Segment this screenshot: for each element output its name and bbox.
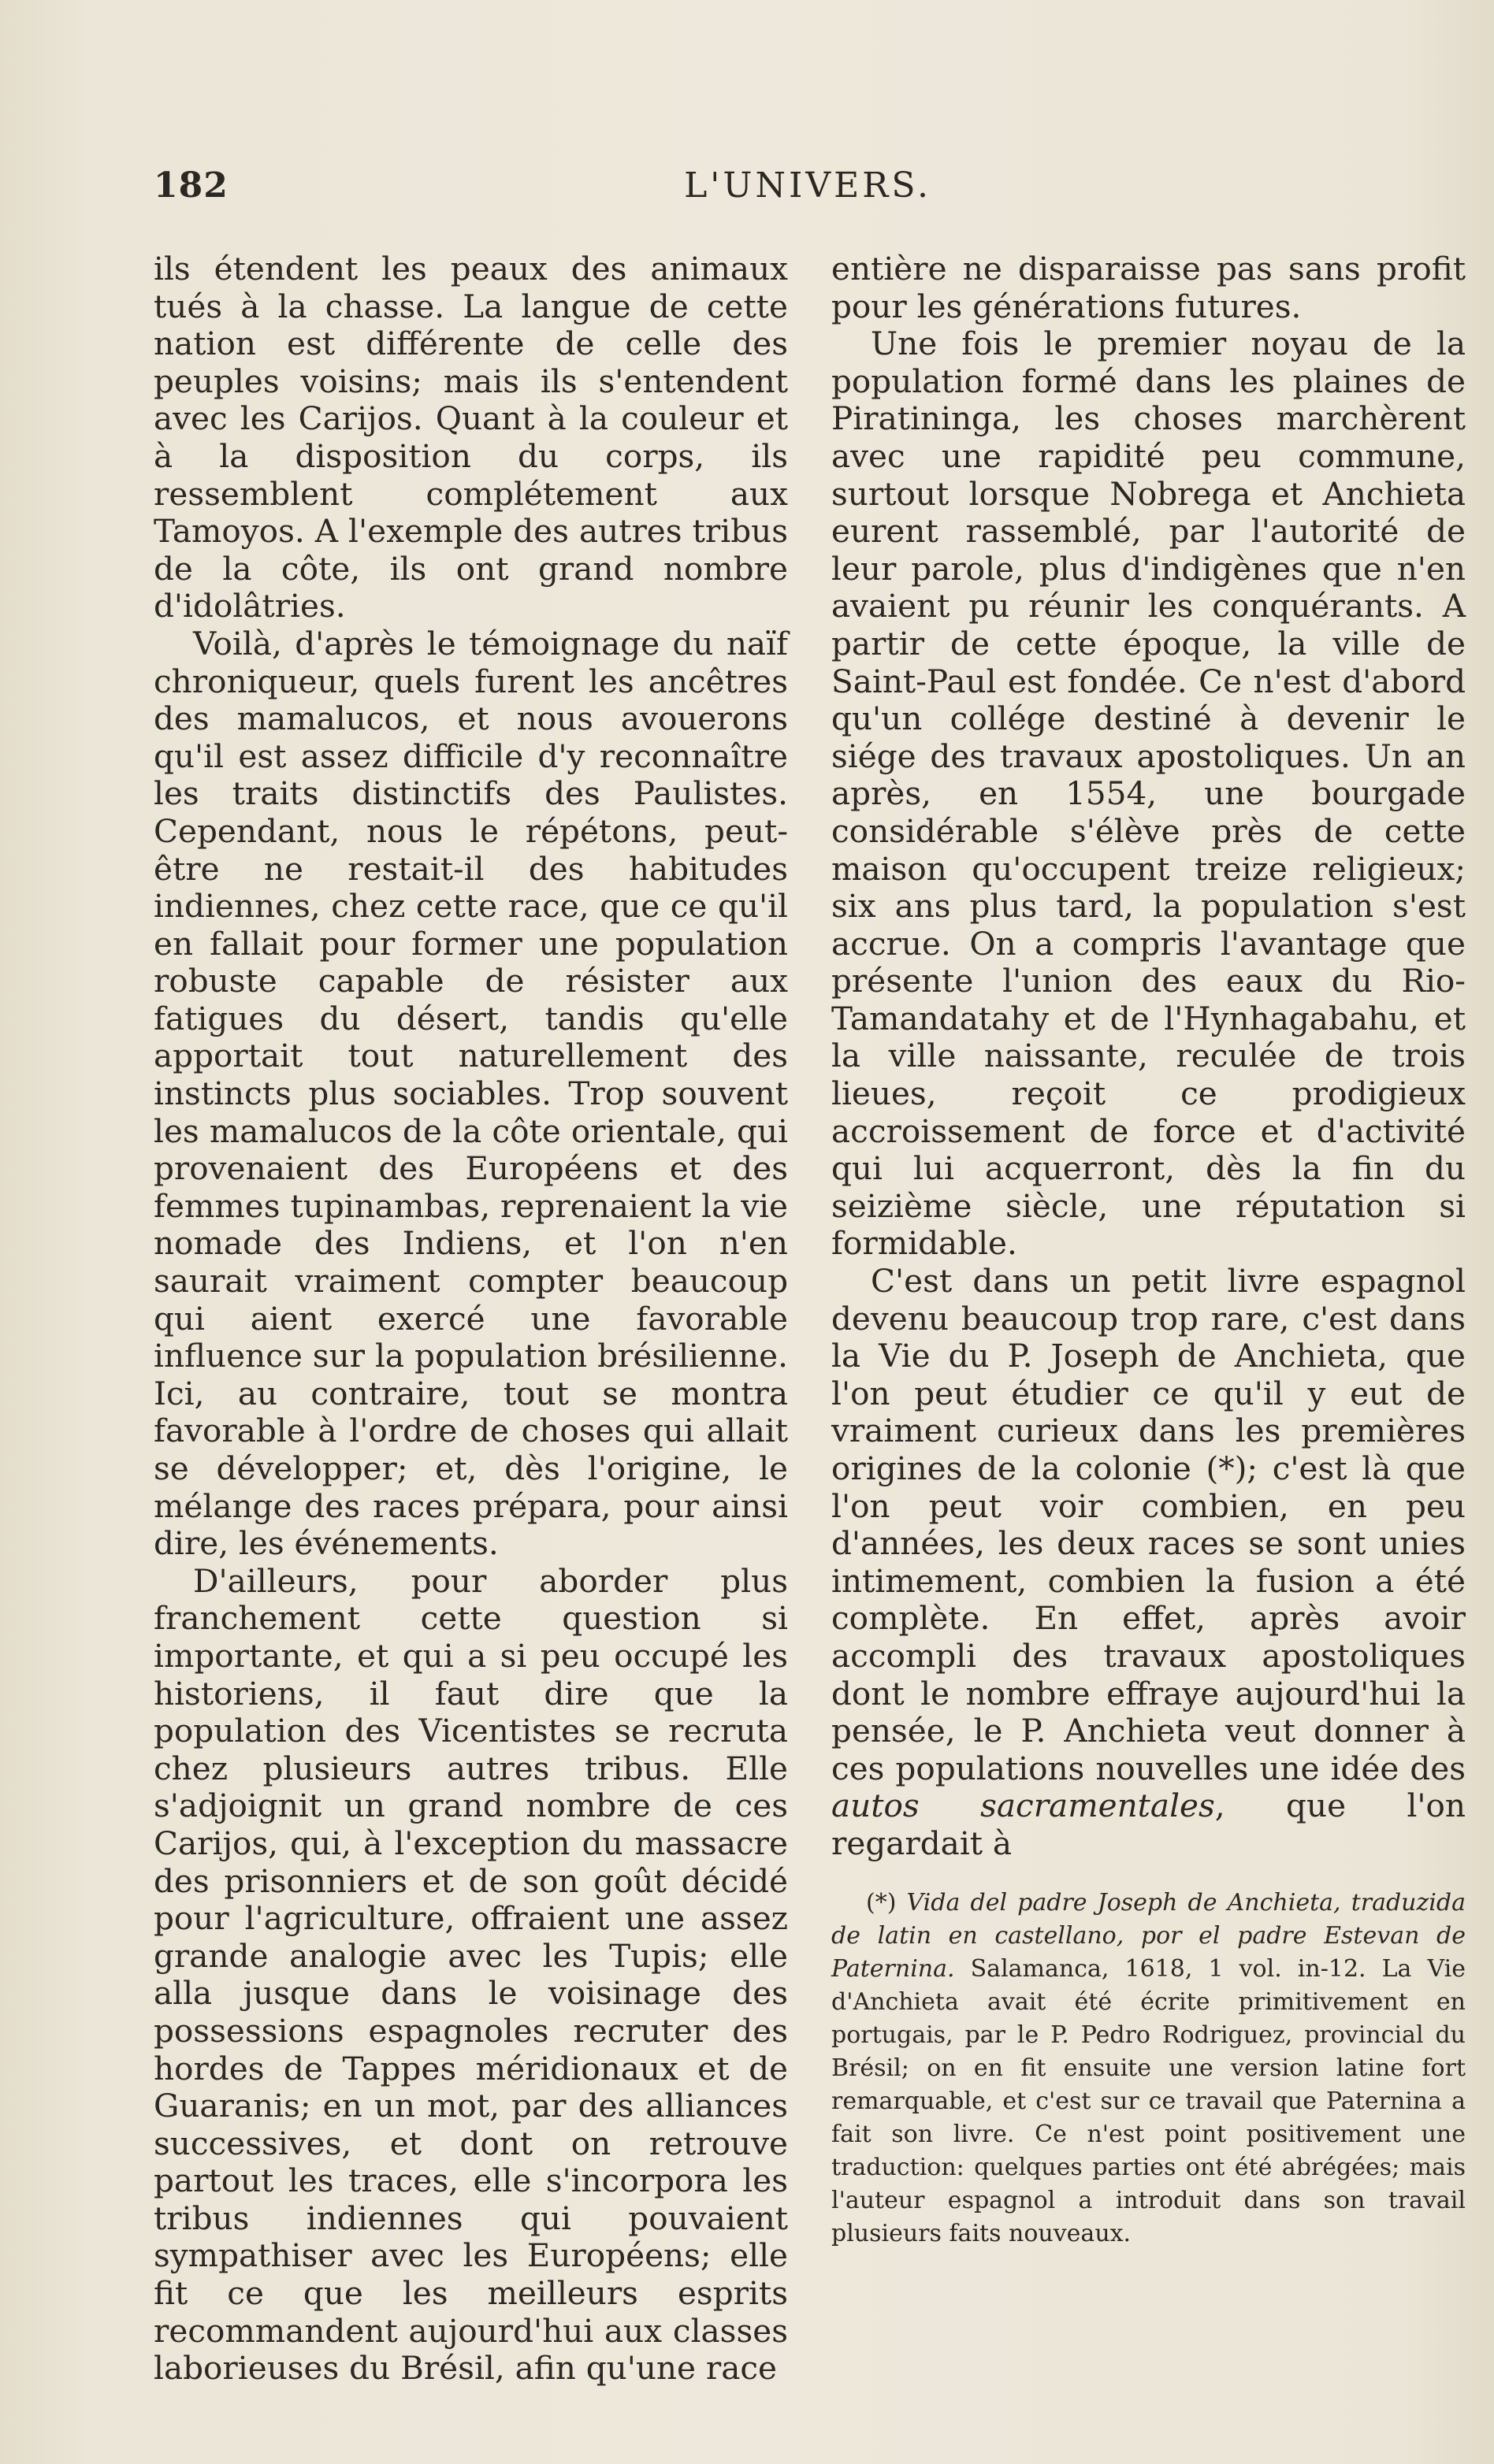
- left-paragraph-1: ils étendent les peaux des animaux tués à la chasse. La langue de cette nation est différente de celle des peuples voisins; mais ils s'entendent avec les Carijos. Quant à la couleur et à la disposition du corps, ils ressemblent complétement aux Tamoyos. A l'exemple des autres tribus de la côte, ils ont grand nombre d'idolâtries.: [154, 250, 788, 625]
- right-paragraph-3-end: , que l'on regardait à: [831, 1787, 1466, 1862]
- italic-phrase: autos sacramentales: [831, 1787, 1215, 1825]
- left-paragraph-3: D'ailleurs, pour aborder plus franchement cette question si importante, et qui a si peu occupé les historiens, il faut dire que la population des Vicentistes se recruta chez plusieurs autres tribus. Elle s'adjoignit un grand nombre de ces Carijos, qui, à l'exception du massacre des prisonniers et de son goût décidé pour l'agriculture, offraient une assez grande analogie avec les Tupis; elle alla jusque dans le voisinage des possessions espagnoles recruter des hordes de Tappes méridionaux et de Guaranis; en un mot, par des alliances successives, et dont on retrouve partout les traces, elle s'incorpora les tribus indiennes qui pouvaient sympathiser avec les Européens; elle fit ce que les meilleurs esprits recommandent aujourd'hui aux classes laborieuses du Brésil, afin qu'une race: [154, 1561, 788, 2388]
- right-paragraph-3: [831, 1263, 1466, 1863]
- page-number: 182: [154, 165, 229, 206]
- footnote-marker: (*): [866, 1888, 897, 1917]
- right-paragraph-1: entière ne disparaisse pas sans profit pour les générations futures.: [831, 250, 1466, 325]
- right-column: [831, 250, 1466, 2251]
- footnote-text: Salamanca, 1618, 1 vol. in-12. La Vie d'Anchieta avait été écrite primitivement en portugais, par le P. Pedro Rodriguez, provincial du Brésil; on en fit ensuite une version latine fort remarquable, et c'est sur ce travail que Paternina a fait son livre. Ce n'est point positivement une traduction: quelques parties ont été abrégées; mais l'auteur espagnol a introduit dans son travail plusieurs faits nouveaux.: [831, 1954, 1466, 2247]
- footnote: [831, 1887, 1466, 2251]
- right-paragraph-3-text: C'est dans un petit livre espagnol devenu beaucoup trop rare, c'est dans la Vie du P. Joseph de Anchieta, que l'on peut étudier ce qu'il y eut de vraiment curieux dans les premières origines de la colonie (*); c'est là que l'on peut voir combien, en peu d'années, les deux races se sont unies intimement, combien la fusion a été complète. En effet, après avoir accompli des travaux apostoliques dont le nombre effraye aujourd'hui la pensée, le P. Anchieta veut donner à ces populations nouvelles une idée des: [831, 1262, 1466, 1787]
- left-column: [154, 250, 788, 2388]
- right-paragraph-2: Une fois le premier noyau de la population formé dans les plaines de Piratininga, les choses marchèrent avec une rapidité peu commune, surtout lorsque Nobrega et Anchieta eurent rassemblé, par l'autorité de leur parole, plus d'indigènes que n'en avaient pu réunir les conquérants. A partir de cette époque, la ville de Saint-Paul est fondée. Ce n'est d'abord qu'un collége destiné à devenir le siége des travaux apostoliques. Un an après, en 1554, une bourgade considérable s'élève près de cette maison qu'occupent treize religieux; six ans plus tard, la population s'est accrue. On a compris l'avantage que présente l'union des eaux du Rio-Tamandatahy et de l'Hynhagabahu, et la ville naissante, reculée de trois lieues, reçoit ce prodigieux accroissement de force et d'activité qui lui acquerront, dès la fin du seizième siècle, une réputation si formidable.: [831, 325, 1466, 1263]
- running-title: L'UNIVERS.: [684, 165, 931, 206]
- left-paragraph-2: Voilà, d'après le témoignage du naïf chroniqueur, quels furent les ancêtres des mamalucos, et nous avouerons qu'il est assez difficile d'y reconnaître les traits distinctifs des Paulistes. Cependant, nous le répétons, peut-être ne restait-il des habitudes indiennes, chez cette race, que ce qu'il en fallait pour former une population robuste capable de résister aux fatigues du désert, tandis qu'elle apportait tout naturellement des instincts plus sociables. Trop souvent les mamalucos de la côte orientale, qui provenaient des Européens et des femmes tupinambas, reprenaient la vie nomade des Indiens, et l'on n'en saurait vraiment compter beaucoup qui aient exercé une favorable influence sur la population brésilienne. Ici, au contraire, tout se montra favorable à l'ordre de choses qui allait se développer; et, dès l'origine, le mélange des races prépara, pour ainsi dire, les événements.: [154, 624, 788, 1563]
- page-header: [154, 165, 1462, 221]
- footnote-title: Vida del padre Joseph de Anchieta, traduzida de latin en castellano, por el padre Estevan de Paternina.: [831, 1888, 1466, 1983]
